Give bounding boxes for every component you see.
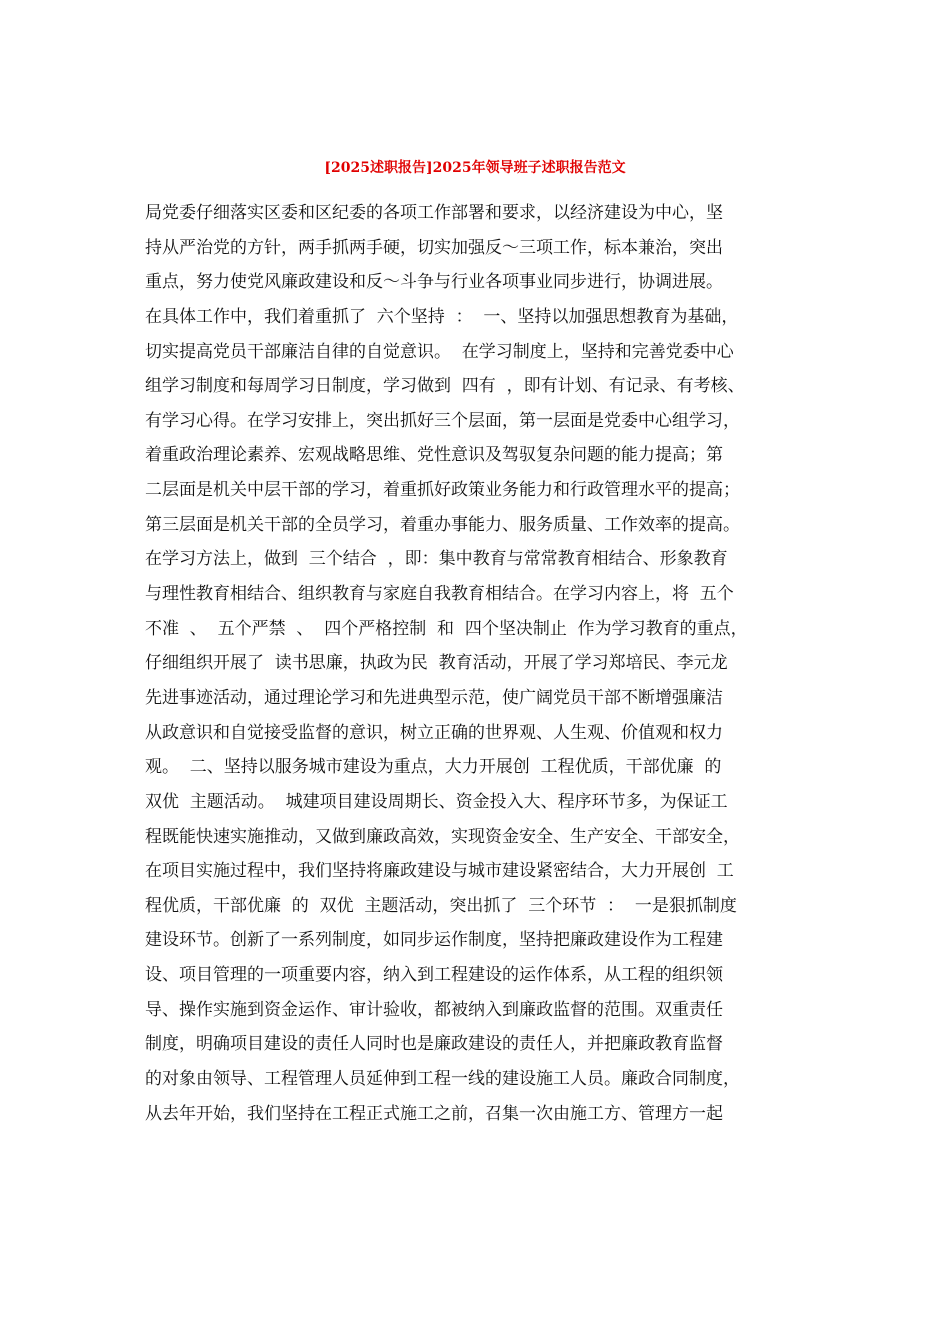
body-line: 程优质，干部优廉 的 双优 主题活动，突出抓了 三个环节 ： 一是狠抓制度 bbox=[145, 895, 737, 916]
body-line: 持从严治党的方针，两手抓两手硬，切实加强反～三项工作，标本兼治，突出 bbox=[145, 237, 723, 258]
body-line: 第三层面是机关干部的全员学习，着重办事能力、服务质量、工作效率的提高。 bbox=[145, 514, 740, 535]
body-line: 局党委仔细落实区委和区纪委的各项工作部署和要求，以经济建设为中心，坚 bbox=[145, 203, 723, 223]
body-line: 二层面是机关中层干部的学习，着重抓好政策业务能力和行政管理水平的提高； bbox=[145, 480, 740, 501]
body-line: 与理性教育相结合、组织教育与家庭自我教育相结合。在学习内容上，将 五个 bbox=[145, 584, 734, 605]
body-line: 着重政治理论素养、宏观战略思维、党性意识及驾驭复杂问题的能力提高；第 bbox=[145, 445, 723, 466]
body-line: 设、项目管理的一项重要内容，纳入到工程建设的运作体系，从工程的组织领 bbox=[145, 965, 723, 986]
body-line: 先进事迹活动，通过理论学习和先进典型示范，使广阔党员干部不断增强廉洁 bbox=[145, 687, 723, 708]
body-line: 从政意识和自觉接受监督的意识，树立正确的世界观、人生观、价值观和权力 bbox=[145, 722, 723, 743]
body-line: 建设环节。创新了一系列制度，如同步运作制度，坚持把廉政建设作为工程建 bbox=[145, 930, 723, 951]
body-line: 导、操作实施到资金运作、审计验收，都被纳入到廉政监督的范围。双重责任 bbox=[145, 999, 723, 1020]
body-line: 重点，努力使党风廉政建设和反～斗争与行业各项事业同步进行，协调进展。 bbox=[145, 272, 723, 293]
body-line: 在学习方法上，做到 三个结合 ，即：集中教育与常常教育相结合、形象教育 bbox=[145, 549, 728, 570]
body-line: 观。 二、坚持以服务城市建设为重点，大力开展创 工程优质，干部优廉 的 bbox=[145, 757, 722, 778]
body-line: 组学习制度和每周学习日制度，学习做到 四有 ，即有计划、有记录、有考核、 bbox=[145, 376, 745, 397]
document-title: [2025述职报告]2025年领导班子述职报告范文 bbox=[324, 160, 626, 176]
body-line: 在项目实施过程中，我们坚持将廉政建设与城市建设紧密结合，大力开展创 工 bbox=[145, 861, 734, 882]
body-line: 的对象由领导、工程管理人员延伸到工程一线的建设施工人员。廉政合同制度， bbox=[145, 1069, 740, 1090]
document-body bbox=[145, 196, 815, 1131]
body-line: 不准 、 五个严禁 、 四个严格控制 和 四个坚决制止 作为学习教育的重点， bbox=[145, 618, 748, 639]
body-line: 仔细组织开展了 读书思廉，执政为民 教育活动，开展了学习郑培民、李元龙 bbox=[145, 653, 728, 674]
body-line: 在具体工作中，我们着重抓了 六个坚持 ： 一、坚持以加强思想教育为基础， bbox=[145, 306, 739, 327]
body-line: 有学习心得。在学习安排上，突出抓好三个层面，第一层面是党委中心组学习， bbox=[145, 410, 740, 431]
body-line: 切实提高党员干部廉洁自律的自觉意识。 在学习制度上，坚持和完善党委中心 bbox=[145, 341, 734, 362]
body-line: 从去年开始，我们坚持在工程正式施工之前，召集一次由施工方、管理方一起 bbox=[145, 1103, 723, 1124]
body-line: 制度，明确项目建设的责任人同时也是廉政建设的责任人，并把廉政教育监督 bbox=[145, 1034, 723, 1055]
body-line: 双优 主题活动。 城建项目建设周期长、资金投入大、程序环节多，为保证工 bbox=[145, 791, 728, 812]
body-line: 程既能快速实施推动，又做到廉政高效，实现资金安全、生产安全、干部安全， bbox=[145, 826, 740, 847]
